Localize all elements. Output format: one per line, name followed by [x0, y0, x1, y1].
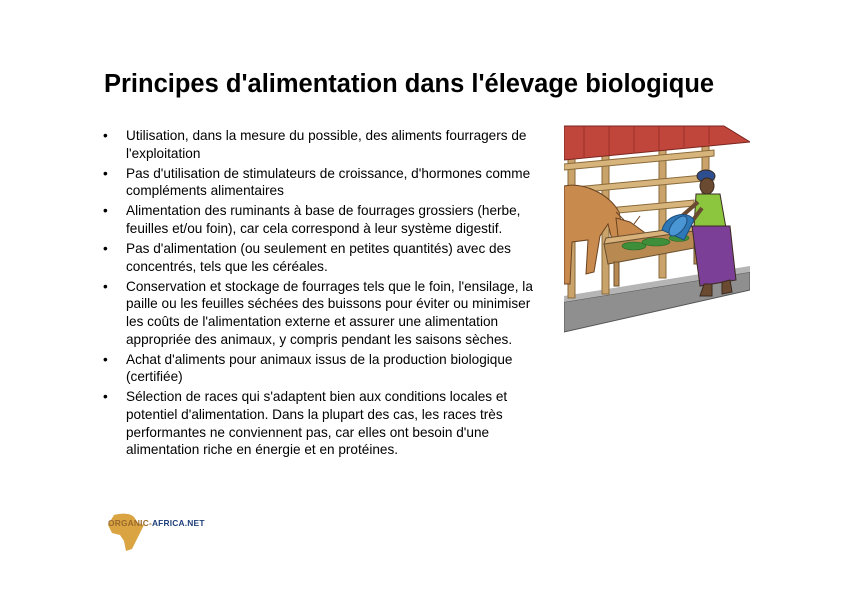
- organic-africa-logo: [104, 511, 205, 553]
- feeding-illustration: [564, 124, 750, 334]
- logo-text-africa: AFRICA.NET: [151, 518, 205, 528]
- bullet-item: • Utilisation, dans la mesure du possible, des aliments fourragers de l'exploitation: [103, 127, 548, 162]
- logo-text-organic: ORGANIC-: [108, 518, 152, 528]
- bullet-list: [103, 127, 548, 461]
- bullet-item: • Alimentation des ruminants à base de fourrages grossiers (herbe, feuilles et/ou foin), car cela correspond à leur système digestif.: [103, 202, 548, 237]
- bullet-item: • Achat d'aliments pour animaux issus de la production biologique (certifiée): [103, 351, 548, 386]
- slide-title: Principes d'alimentation dans l'élevage biologique: [104, 70, 715, 98]
- bullet-item: • Conservation et stockage de fourrages tels que le foin, l'ensilage, la paille ou les feuilles séchées des buissons pour éviter ou minimiser les coûts de l'alimentation externe et assurer une alimentation appropriée des animaux, y compris pendant les saisons sèches.: [103, 278, 548, 348]
- bullet-item: • Pas d'alimentation (ou seulement en petites quantités) avec des concentrés, tels que les céréales.: [103, 240, 548, 275]
- bullet-item: • Pas d'utilisation de stimulateurs de croissance, d'hormones comme compléments alimentaires: [103, 165, 548, 200]
- bullet-item: • Sélection de races qui s'adaptent bien aux conditions locales et potentiel d'alimentation. Dans la plupart des cas, les races très performantes ne conviennent pas, car elles ont besoin d'une alimentation riche en énergie et en protéines.: [103, 388, 548, 458]
